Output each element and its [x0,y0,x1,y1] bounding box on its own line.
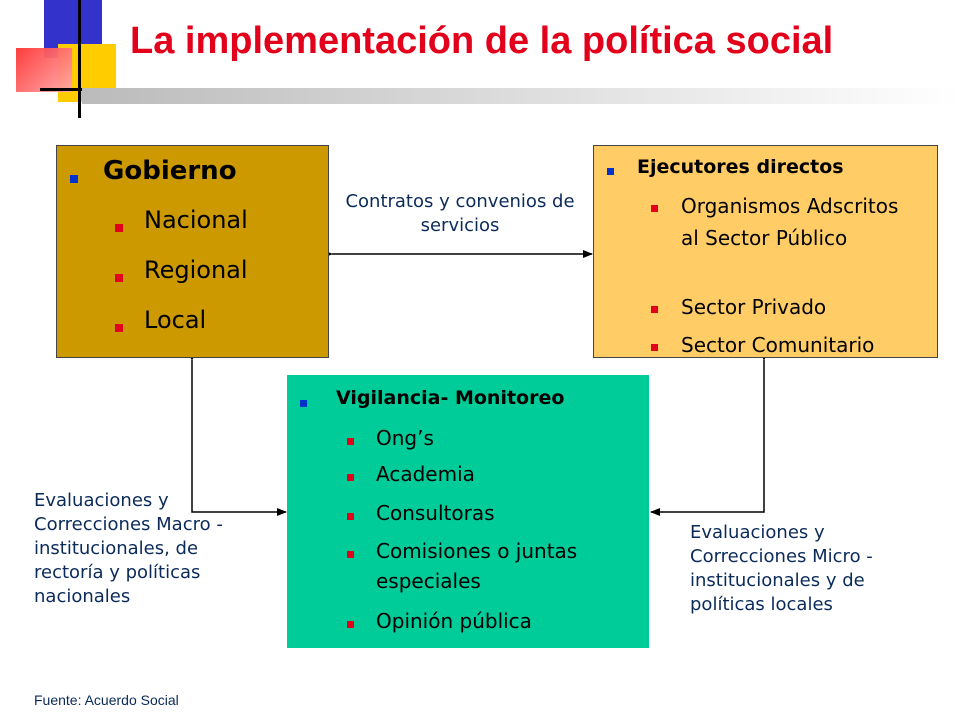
ejecutores-box [593,145,938,358]
macro-eval-label: Evaluaciones y Correcciones Macro - institucionales, de rectoría y políticas nacionales [34,490,223,607]
source-note: Fuente: Acuerdo Social [34,692,179,708]
micro-eval-arrow [651,360,764,512]
ejecutores-item-label: Sector Comunitario [681,333,875,357]
bullet-icon [347,513,354,520]
contracts-label: Contratos y convenios de servicios [345,191,575,236]
vigilancia-item-label: Ong’s [376,426,434,450]
bullet-icon [651,205,658,212]
gobierno-heading: Gobierno [103,156,237,186]
gobierno-item-label: Local [144,306,207,334]
vigilancia-heading: Vigilancia- Monitoreo [336,387,565,409]
vigilancia-item-label: Consultoras [376,501,495,525]
ejecutores-heading: Ejecutores directos [637,156,844,178]
bullet-icon [651,344,658,351]
vigilancia-item-label: Opinión pública [376,609,532,633]
bullet-icon [300,400,307,407]
ejecutores-item-label: Organismos Adscritos al Sector Público [681,194,899,250]
bullet-icon [607,168,614,175]
bullet-icon [347,474,354,481]
bullet-icon [115,274,123,282]
vigilancia-item-label: Comisiones o juntas especiales [376,539,578,593]
vigilancia-item-label: Academia [376,462,475,486]
bullet-icon [347,551,354,558]
bullet-icon [115,324,123,332]
bullet-icon [651,306,658,313]
gobierno-box [56,145,329,358]
bullet-icon [347,438,354,445]
vigilancia-box [287,375,649,648]
gobierno-item-label: Nacional [144,206,248,234]
bullet-icon [347,621,354,628]
bullet-icon [115,224,123,232]
ejecutores-item-label: Sector Privado [681,295,827,319]
bullet-icon [70,175,78,183]
page-title: La implementación de la política social [130,20,834,62]
micro-eval-label: Evaluaciones y Correcciones Micro - institucionales y de políticas locales [690,522,873,615]
gobierno-item-label: Regional [144,256,248,284]
